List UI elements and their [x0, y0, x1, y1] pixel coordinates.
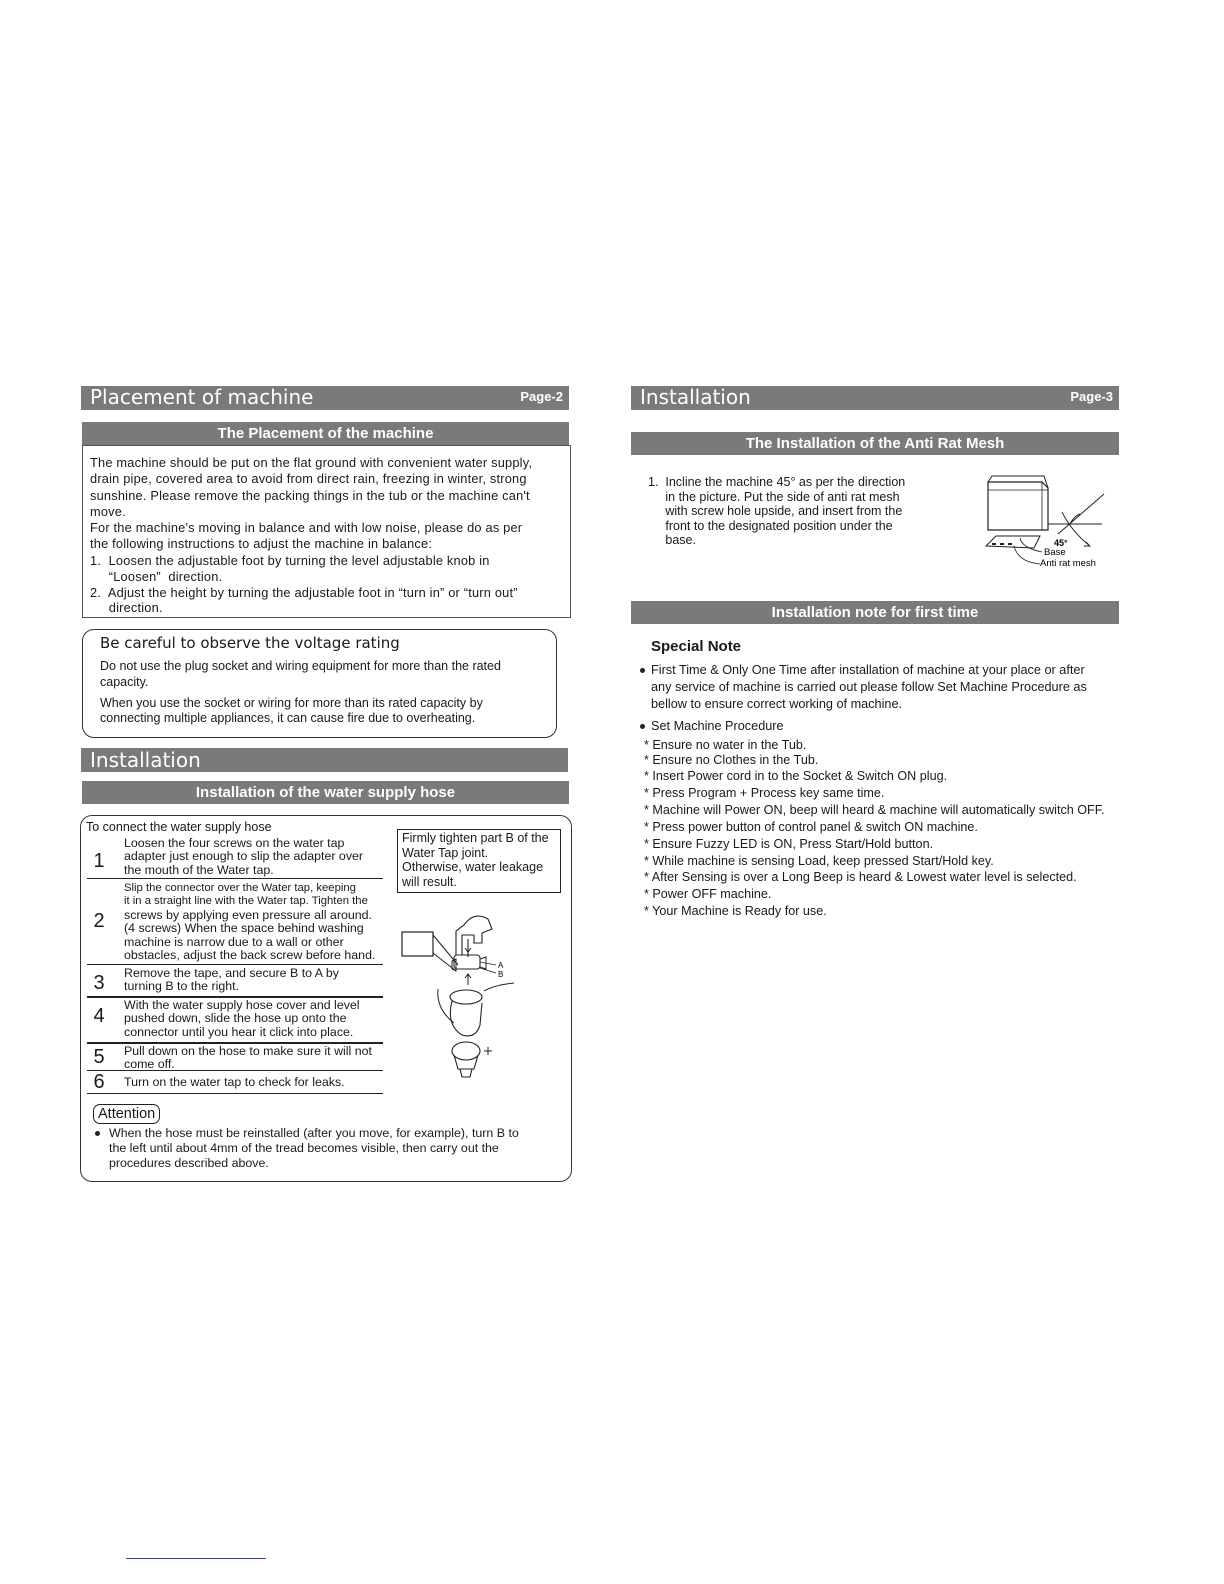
- text-line: connecting multiple appliances, it can cause fire due to overheating.: [100, 711, 476, 725]
- hose-intro: To connect the water supply hose: [86, 820, 272, 834]
- text-line: any service of machine is carried out please follow Set Machine Procedure as: [651, 680, 1087, 694]
- callout-text: [402, 831, 549, 889]
- placement-subheader: The Placement of the machine: [82, 422, 569, 445]
- anti-rat-subheader: The Installation of the Anti Rat Mesh: [631, 432, 1119, 455]
- arrow-icon: [465, 974, 471, 985]
- text-line: 1. Incline the machine 45° as per the direction: [648, 475, 906, 489]
- procedure-list: [644, 738, 1105, 920]
- text-line: connector until you hear it click into place.: [124, 1024, 354, 1039]
- text-line: Firmly tighten part B of the: [402, 831, 549, 845]
- text-line: bellow to ensure correct working of machine.: [651, 697, 903, 711]
- text-line: For the machine's moving in balance and with low noise, please do as per: [90, 520, 523, 536]
- text-line: Otherwise, water leakage: [402, 860, 544, 874]
- text-line: Do not use the plug socket and wiring equipment for more than the rated: [100, 659, 501, 673]
- text-line: Turn on the water tap to check for leaks.: [124, 1075, 345, 1089]
- voltage-warning-title: Be careful to observe the voltage rating: [100, 634, 400, 652]
- step-text: [124, 999, 360, 1039]
- anti-rat-mesh-diagram: [978, 472, 1108, 572]
- placement-header-title: Placement of machine: [90, 385, 314, 409]
- list-item: * Ensure no Clothes in the Tub.: [644, 753, 819, 767]
- text-line: procedures described above.: [109, 1156, 269, 1170]
- step-divider: [87, 964, 383, 965]
- right-header-title: Installation: [640, 385, 751, 409]
- page-number: Page-3: [1070, 389, 1113, 404]
- text-line: (4 screws) When the space behind washing: [124, 921, 364, 936]
- leader-line: [480, 962, 496, 965]
- installation-header-title: Installation: [90, 748, 201, 772]
- procedure-heading: Set Machine Procedure: [651, 719, 784, 733]
- text-line: adapter just enough to slip the adapter over: [124, 849, 364, 864]
- tap-body: [456, 916, 492, 955]
- first-time-bullet: [651, 662, 1087, 713]
- list-item: * Ensure no water in the Tub.: [644, 738, 807, 752]
- step-text: [124, 1076, 345, 1089]
- step-number: 3: [93, 972, 105, 994]
- text-line: When the hose must be reinstalled (after you move, for example), turn B to: [109, 1126, 519, 1140]
- text-line: the mouth of the Water tap.: [124, 862, 274, 877]
- fitting: [452, 1042, 480, 1060]
- text-line: machine is narrow due to a wall or other: [124, 934, 344, 949]
- text-line: in the picture. Put the side of anti rat mesh: [648, 489, 900, 504]
- water-tap-diagram: [398, 905, 528, 1085]
- label-a: A: [498, 961, 504, 970]
- text-line: Loosen the four screws on the water tap: [124, 836, 345, 850]
- step-text: [124, 882, 375, 962]
- step-text: [124, 967, 339, 994]
- connector: [450, 990, 482, 1004]
- leader-line: [1014, 538, 1042, 564]
- label-box: [402, 932, 433, 956]
- footer-link-line: [126, 1558, 266, 1559]
- text-line: come off.: [124, 1057, 175, 1072]
- text-line: the following instructions to adjust the machine in balance:: [90, 536, 433, 552]
- text-line: with screw hole upside, and insert from the: [648, 504, 903, 519]
- bullet-icon: [95, 1131, 100, 1136]
- list-item: * Insert Power cord in to the Socket & Switch ON plug.: [644, 769, 948, 783]
- text-line: base.: [648, 533, 696, 548]
- list-item: * Ensure Fuzzy LED is ON, Press Start/Hold button.: [644, 836, 934, 851]
- step-divider: [87, 1070, 383, 1071]
- text-line: pushed down, slide the hose up onto the: [124, 1011, 347, 1026]
- text-line: direction.: [90, 599, 163, 615]
- voltage-paragraph-2: [100, 696, 483, 726]
- special-note-heading: Special Note: [651, 638, 742, 655]
- step-number: 2: [93, 910, 105, 932]
- text-line: 2. Adjust the height by turning the adjustable foot in “turn in” or “turn out”: [90, 585, 518, 601]
- leader-line: [433, 953, 456, 971]
- right-header-bar: [631, 386, 1119, 410]
- text-line: The machine should be put on the flat ground with convenient water supply,: [90, 455, 533, 470]
- text-line: Water Tap joint.: [402, 845, 489, 860]
- anti-rat-text: [648, 475, 905, 548]
- step-number: 1: [93, 850, 105, 872]
- first-time-subheader: Installation note for first time: [631, 601, 1119, 624]
- placement-text: [90, 455, 532, 614]
- leader-line: [480, 968, 496, 973]
- list-item: * Your Machine is Ready for use.: [644, 904, 827, 919]
- list-item: * After Sensing is over a Long Beep is heard & Lowest water level is selected.: [644, 870, 1077, 885]
- base-tray: [986, 536, 1040, 548]
- step-text: [124, 837, 363, 877]
- text-line: Slip the connector over the Water tap, keeping: [124, 882, 356, 894]
- step-divider: [87, 1093, 383, 1094]
- label-b: B: [498, 970, 504, 979]
- angle-line: [1048, 494, 1104, 534]
- text-line: capacity.: [100, 675, 149, 689]
- step-divider: [87, 878, 383, 879]
- text-line: obstacles, adjust the back screw before hand.: [124, 948, 376, 963]
- angle-label: 45°: [1054, 538, 1068, 548]
- base-label: Base: [1044, 547, 1066, 558]
- placement-header-bar: [81, 386, 569, 410]
- step-number: 6: [93, 1071, 105, 1093]
- text-line: it in a straight line with the Water tap. Tighten the: [124, 895, 368, 908]
- bullet-icon: [640, 724, 645, 729]
- list-item: * Power OFF machine.: [644, 887, 772, 902]
- bullet-icon: [640, 668, 645, 673]
- crosshair: [484, 1047, 492, 1055]
- hose: [450, 1001, 482, 1036]
- installation-header-bar: [81, 748, 568, 772]
- text-line: Pull down on the hose to make sure it will not: [124, 1044, 372, 1058]
- page-number: Page-2: [520, 389, 563, 404]
- text-line: Remove the tape, and secure B to A by: [124, 966, 339, 980]
- attention-text: [109, 1126, 519, 1171]
- machine-body: [988, 482, 1048, 530]
- text-line: move.: [90, 503, 126, 519]
- text-line: “Loosen” direction.: [90, 569, 223, 585]
- attention-badge: [93, 1104, 160, 1124]
- text-line: With the water supply hose cover and level: [124, 998, 360, 1012]
- list-item: * Press Program + Process key same time.: [644, 785, 885, 800]
- voltage-paragraph-1: [100, 658, 501, 690]
- hose-subheader: Installation of the water supply hose: [82, 781, 569, 804]
- text-line: When you use the socket or wiring for more than its rated capacity by: [100, 696, 483, 710]
- text-line: will result.: [402, 874, 457, 889]
- adapter: [454, 955, 480, 969]
- text-line: First Time & Only One Time after installation of machine at your place or after: [651, 663, 1085, 677]
- step-number: 4: [93, 1005, 105, 1027]
- text-line: sunshine. Please remove the packing things in the tub or the machine can't: [90, 487, 530, 503]
- mesh-label: Anti rat mesh: [1040, 558, 1096, 569]
- text-line: drain pipe, covered area to avoid from direct rain, freezing in winter, strong: [90, 471, 527, 487]
- list-item: * While machine is sensing Load, keep pressed Start/Hold key.: [644, 853, 994, 868]
- list-item: * Machine will Power ON, beep will heard & machine will automatically switch OFF.: [644, 802, 1105, 817]
- step-text: [124, 1045, 372, 1072]
- text-line: turning B to the right.: [124, 979, 240, 994]
- text-line: screws by applying even pressure all around.: [124, 907, 372, 922]
- attention-label: Attention: [98, 1106, 156, 1122]
- text-line: front to the designated position under the: [648, 518, 893, 533]
- step-number: 5: [93, 1046, 105, 1068]
- arrow-icon: [465, 941, 471, 952]
- text-line: the left until about 4mm of the tread becomes visible, then carry out the: [109, 1141, 499, 1155]
- list-item: * Press power button of control panel & switch ON machine.: [644, 819, 978, 834]
- text-line: 1. Loosen the adjustable foot by turning the level adjustable knob in: [90, 552, 490, 568]
